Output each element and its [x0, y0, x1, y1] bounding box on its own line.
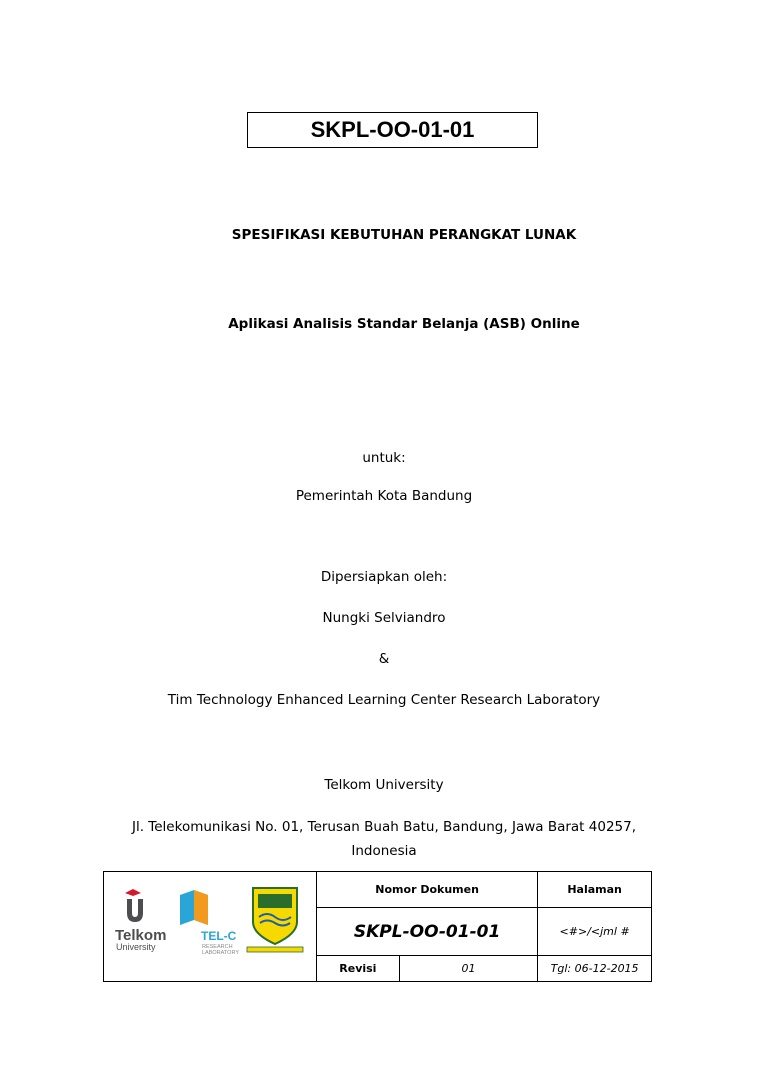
tel-c-logo-line1: RESEARCH — [202, 943, 234, 950]
document-subtitle: Aplikasi Analisis Standar Belanja (ASB) Online — [228, 316, 580, 332]
telkom-logo-subtitle: University — [116, 941, 156, 952]
prepared-by-label: Dipersiapkan oleh: — [320, 569, 448, 585]
team-name: Tim Technology Enhanced Learning Center Research Laboratory — [167, 692, 601, 708]
for-label: untuk: — [362, 450, 406, 466]
revision-label: Revisi — [316, 956, 399, 982]
partner-logos — [107, 885, 312, 965]
telkom-university-logo — [115, 889, 166, 952]
tel-c-logo-line2: LABORATORY — [202, 949, 240, 956]
page-label: Halaman — [538, 872, 652, 908]
document-code-box — [247, 112, 538, 148]
page-value: <#>/<jml # — [538, 908, 652, 956]
revision-date: Tgl: 06-12-2015 — [538, 956, 652, 982]
address-line-2: Indonesia — [351, 843, 417, 859]
revision-value: 01 — [399, 956, 537, 982]
doc-number-label: Nomor Dokumen — [316, 872, 537, 908]
tel-c-logo — [180, 890, 239, 956]
ampersand: & — [378, 651, 390, 667]
author-name: Nungki Selviandro — [322, 610, 446, 626]
document-title: SPESIFIKASI KEBUTUHAN PERANGKAT LUNAK — [231, 227, 577, 243]
logos-cell — [104, 872, 317, 982]
bandung-city-seal — [247, 888, 303, 952]
address-line-1: Jl. Telekomunikasi No. 01, Terusan Buah Batu, Bandung, Jawa Barat 40257, — [131, 819, 636, 835]
institution-name: Telkom University — [324, 777, 444, 793]
telkom-logo-title: Telkom — [115, 926, 167, 944]
document-footer-table — [103, 871, 652, 982]
doc-number-value: SKPL-OO-01-01 — [316, 908, 537, 956]
document-code: SKPL-OO-01-01 — [310, 117, 475, 142]
tel-c-logo-title: TEL-C — [201, 928, 237, 943]
client-name: Pemerintah Kota Bandung — [295, 488, 473, 504]
